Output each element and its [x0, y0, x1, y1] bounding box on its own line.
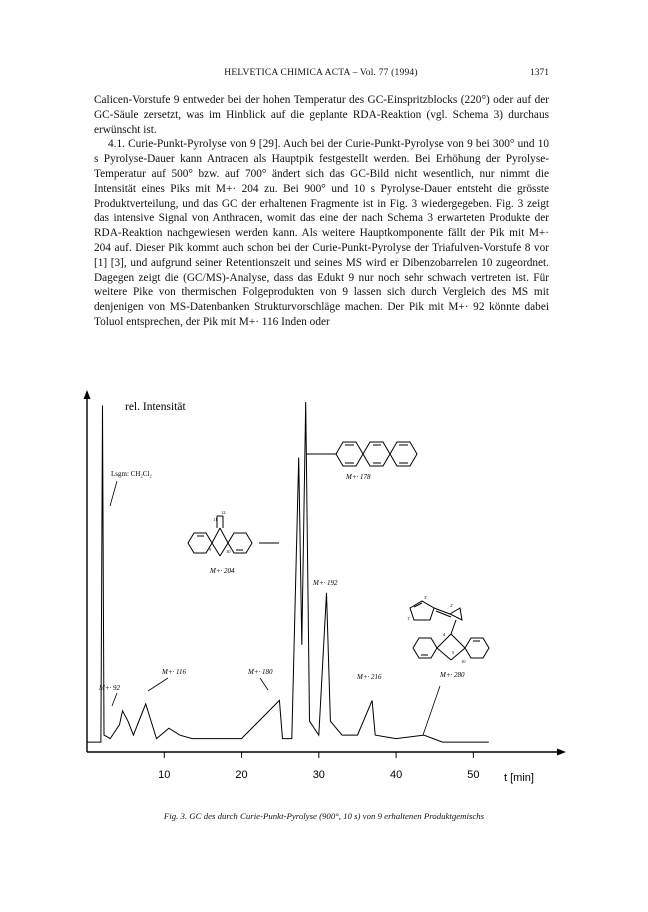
s280-atom-5: 5 — [452, 650, 455, 655]
paragraph-1: Calicen-Vorstufe 9 entweder bei der hohen Temperatur des GC-Einspritzblocks (220°) oder auf der GC-Säule zersetzt, was im Hinblick auf die geplante RDA-Reaktion (vgl. Schema 3) durchaus erwünscht ist. — [94, 94, 549, 136]
peak-label-m204: M+· 204 — [210, 567, 235, 575]
peak-label-m92: M+· 92 — [99, 684, 121, 692]
chromatogram-trace — [87, 402, 489, 742]
page-number: 1371 — [530, 68, 549, 78]
peak-pointer-m116 — [148, 678, 168, 691]
y-axis-label: rel. Intensität — [125, 401, 186, 413]
gc-chromatogram — [70, 388, 580, 810]
peak-label-m280: M+· 280 — [440, 671, 465, 679]
dibenzobarrelene-structure — [188, 516, 279, 556]
body-text — [94, 93, 549, 330]
s204-atom-12: 12 — [221, 510, 226, 515]
x-axis-arrow — [557, 749, 566, 756]
s204-atom-11: 11 — [213, 517, 218, 522]
peak-label-m216: M+· 216 — [357, 673, 382, 681]
solvent-label: Lsgm: CH₂Cl₂ — [111, 470, 152, 478]
x-axis-label: t [min] — [504, 772, 534, 784]
s280-atom-2p: 2' — [450, 603, 454, 608]
x-axis-ticks — [158, 752, 479, 781]
peak-pointer-m92 — [112, 693, 117, 706]
x-tick-label: 30 — [312, 769, 325, 781]
s280-atom-10: 10 — [461, 659, 466, 664]
calicene-precursor-structure — [410, 601, 489, 660]
x-tick-label: 20 — [235, 769, 248, 781]
peak-label-m178: M+· 178 — [346, 473, 371, 481]
anthracene-structure — [306, 442, 417, 466]
s280-atom-4: 4 — [443, 632, 446, 637]
running-header — [96, 68, 549, 82]
s204-atom-10: 10 — [226, 549, 231, 554]
s280-atom-3p: 3' — [424, 595, 428, 600]
x-tick-label: 40 — [389, 769, 403, 781]
peak-label-m116: M+· 116 — [162, 668, 187, 676]
y-axis-arrow — [84, 390, 91, 399]
paragraph-2: 4.1. Curie-Punkt-Pyrolyse von 9 [29]. Auch bei der Curie-Punkt-Pyrolyse von 9 bei 300° und 10 s Pyrolyse-Dauer kann Antracen als Hauptpik festgestellt werden. Bei Erhöhung der Pyrolyse-Temperatur auf 500° bzw. auf 700° ändert sich das GC-Bild nicht wesentlich, nur nimmt die Intensität eines Piks mit M+· 204 zu. Bei 900° und 10 s Pyrolyse-Dauer entsteht die grösste Produktverteilung, und das GC der erhaltenen Fragmente ist in Fig. 3 wiedergegeben. Fig. 3 zeigt das intensive Signal von Anthracen, womit das eine der nach Schema 3 erwarteten Produkte der RDA-Reaktion nachgewiesen werden kann. Als weitere Hauptkomponente fällt der Pik mit M+· 204 auf. Dieser Pik kommt auch schon bei der Curie-Punkt-Pyrolyse der Triafulven-Vorstufe 8 vor [1] [3], und aufgrund seiner Retentionszeit und seines MS wird er Dibenzobarrelen 10 zugeordnet. Dagegen zeigt die (GC/MS)-Analyse, dass das Edukt 9 nur noch sehr schwach vertreten ist. Für weitere Pike von thermischen Folgeprodukten von 9 lassen sich durch Vergleich des MS mit denjenigen von MS-Datenbanken Strukturvorschläge machen. Der Pik mit M+· 92 könnte dabei Toluol entsprechen, der Pik mit M+· 116 Inden oder — [94, 138, 549, 328]
solvent-pointer — [110, 481, 117, 506]
s204-atom-9: 9 — [209, 547, 212, 552]
peak-label-m192: M+· 192 — [313, 579, 338, 587]
x-tick-label: 50 — [467, 769, 480, 781]
x-tick-label: 10 — [158, 769, 171, 781]
peak-pointer-m280 — [423, 686, 440, 735]
s280-atom-1p: 1' — [407, 616, 411, 621]
peak-pointer-m180 — [260, 678, 268, 690]
peak-label-m180: M+· 180 — [248, 668, 273, 676]
journal-title: HELVETICA CHIMICA ACTA – Vol. 77 (1994) — [224, 68, 418, 78]
figure-3 — [70, 388, 580, 810]
figure-caption: Fig. 3. GC des durch Curie-Punkt-Pyrolyse (900°, 10 s) von 9 erhaltenen Produktgemischs — [163, 811, 485, 821]
